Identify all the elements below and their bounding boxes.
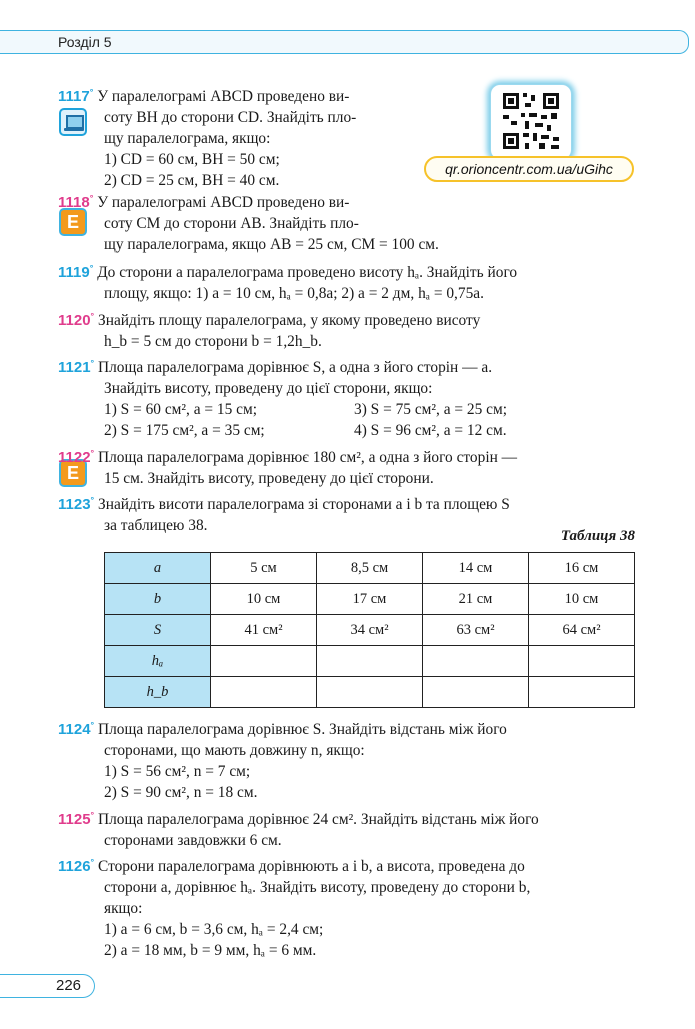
table-cell: 10 см [211,584,317,615]
table-row-header: hₐ [105,646,211,677]
problem-1118: 1118° У паралелограмі ABCD проведено ви- соту CM до сторони AB. Знайдіть пло- щу паралелограма, якщо AB = 25 см, CM = 100 см. [58,193,439,253]
table-cell: 17 см [317,584,423,615]
problem-number: 1123° [58,495,95,513]
table-cell: 16 см [529,553,635,584]
table-cell: 63 см² [423,615,529,646]
table-cell: 8,5 см [317,553,423,584]
table-cell: 5 см [211,553,317,584]
problem-number: 1120° [58,311,95,329]
table-cell[interactable] [317,646,423,677]
table-cell[interactable] [423,677,529,708]
page-number: 226 [56,977,82,994]
chapter-header [0,30,689,54]
problem-1126: 1126° Сторони паралелограма дорівнюють a і b, а висота, проведена до сторони a, дорівнює hₐ. Знайдіть висоту, проведену до сторони b, якщо: 1) a = 6 см, b = 3,6 см, hₐ = 2,4 см; 2) a = 18 мм, b = 9 мм, hₐ = 6 мм. [58,857,531,959]
table-row [105,553,635,584]
table-cell[interactable] [423,646,529,677]
qr-link[interactable]: qr.orioncentr.com.ua/uGihc [424,156,634,182]
problem-1122: 1122° Площа паралелограма дорівнює 180 см², а одна з його сторін — 15 см. Знайдіть висоту, проведену до цієї сторони. [58,448,518,487]
problem-1124: 1124° Площа паралелограма дорівнює S. Знайдіть відстань між його сторонами, що мають довжину n, якщо: 1) S = 56 см², n = 7 см; 2) S = 90 см², n = 18 см. [58,720,507,801]
problem-number: 1118° [58,193,94,211]
problem-1117: 1117° У паралелограмі ABCD проведено ви- соту BH до сторони CD. Знайдіть пло- щу паралелограма, якщо: 1) CD = 60 см, BH = 50 см; 2) CD = 25 см, BH = 40 см. [58,87,357,189]
table-cell: 21 см [423,584,529,615]
table-cell[interactable] [529,677,635,708]
table-row-header: h_b [105,677,211,708]
table-row [105,646,635,677]
problem-number: 1125° [58,810,95,828]
table-cell[interactable] [529,646,635,677]
table-cell: 14 см [423,553,529,584]
table-cell: 34 см² [317,615,423,646]
table-row-header: a [105,553,211,584]
problem-number: 1124° [58,720,95,738]
table-cell: 41 см² [211,615,317,646]
problem-1125: 1125° Площа паралелограма дорівнює 24 см². Знайдіть відстань між його сторонами завдовжки 6 см. [58,810,539,849]
table-row-header: S [105,615,211,646]
page-number-box [0,974,95,998]
table-cell[interactable] [211,646,317,677]
problem-number: 1117° [58,87,94,105]
table-row [105,584,635,615]
table-cell[interactable] [317,677,423,708]
table-cell: 64 см² [529,615,635,646]
qr-code-icon [491,85,571,159]
table-row [105,677,635,708]
problem-1119: 1119° До сторони a паралелограма проведено висоту hₐ. Знайдіть його площу, якщо: 1) a = 10 см, hₐ = 0,8a; 2) a = 2 дм, hₐ = 0,75a. [58,263,518,302]
data-table [104,552,635,708]
problem-number: 1126° [58,857,95,875]
problem-1120: 1120° Знайдіть площу паралелограма, у якому проведено висоту h_b = 5 см до сторони b = 1,2h_b. [58,311,481,350]
qr-code-card[interactable] [490,84,572,160]
e-icon: E [59,459,87,487]
table-cell: 10 см [529,584,635,615]
problem-1123: 1123° Знайдіть висоти паралелограма зі сторонами a і b та площею S за таблицею 38. [58,495,510,534]
problem-number: 1121° [58,358,95,376]
problem-1121: 1121° Площа паралелограма дорівнює S, а одна з його сторін — a. Знайдіть висоту, проведену до цієї сторони, якщо: 1) S = 60 см², a = 15 см; 3) S = 75 см², a = 25 см; 2) S = 175 см², a = 35 см; 4) S = 96 см², a = 12 см. [58,358,508,439]
table-row-header: b [105,584,211,615]
table-cell[interactable] [211,677,317,708]
e-icon: E [59,208,87,236]
problem-number: 1122° [58,448,95,466]
problem-number: 1119° [58,263,94,281]
chapter-title: Розділ 5 [58,34,112,50]
table-caption: Таблиця 38 [560,528,635,544]
table-row [105,615,635,646]
